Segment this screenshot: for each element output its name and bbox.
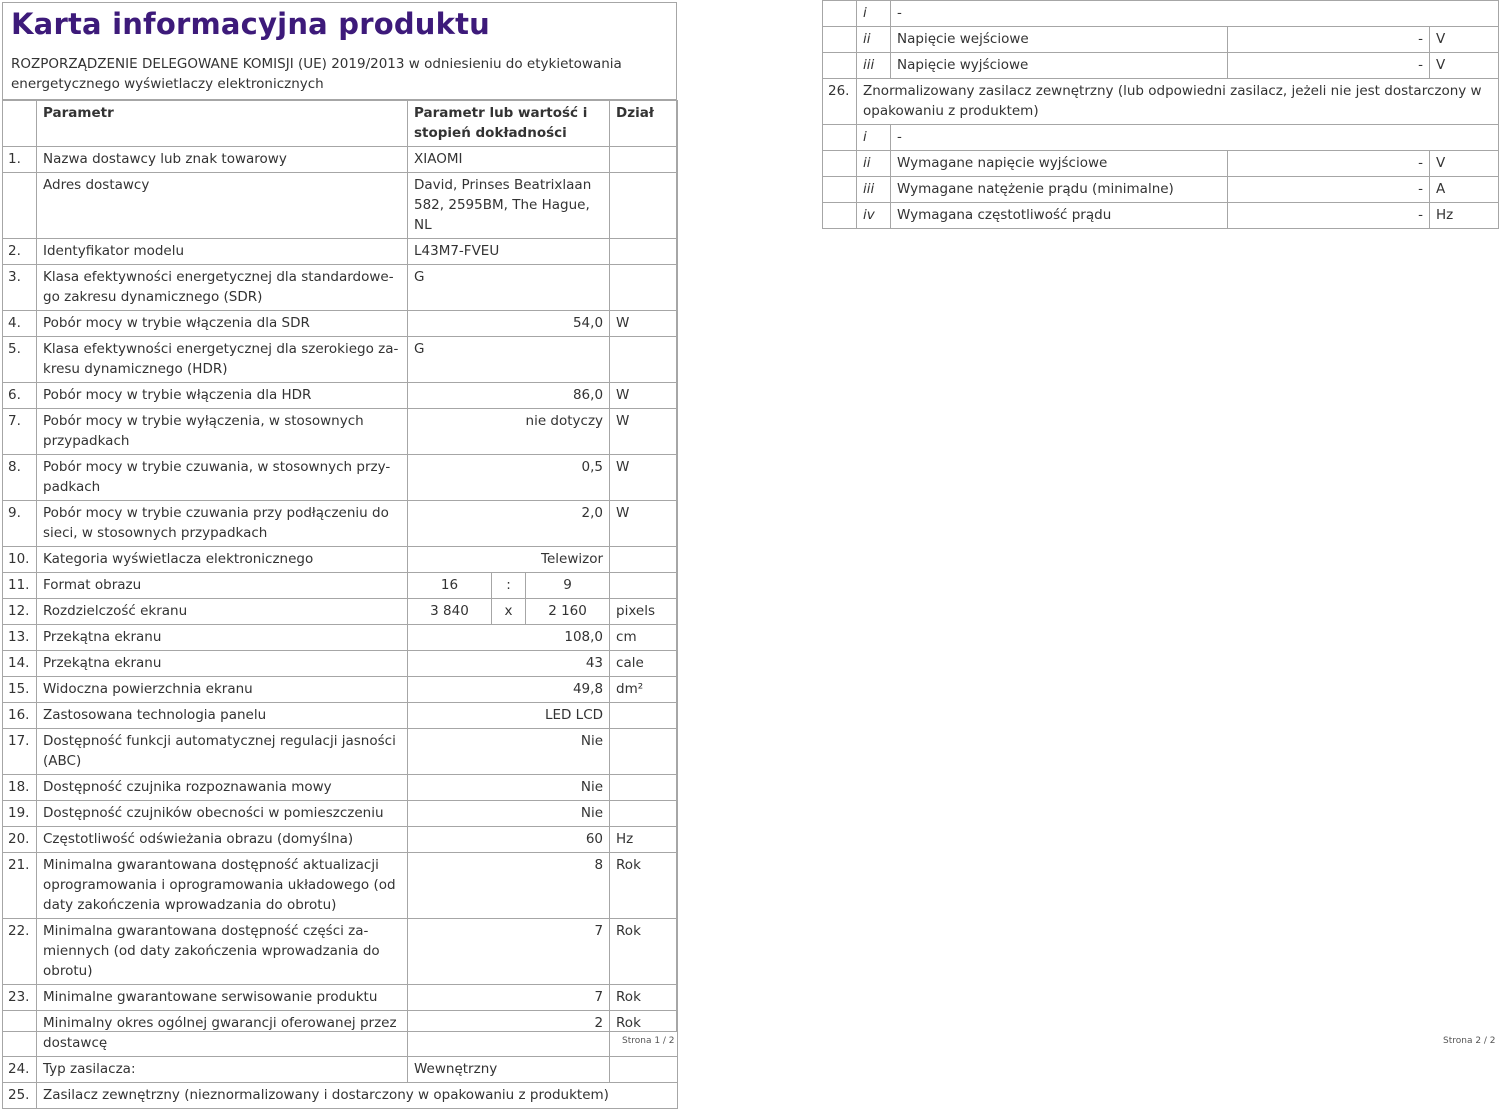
row-value: Nie [408, 729, 610, 775]
row-number: 16. [3, 703, 37, 729]
sub-unit: Hz [1430, 203, 1499, 229]
row-number [3, 173, 37, 239]
row-number: 17. [3, 729, 37, 775]
row-number: 1. [3, 147, 37, 173]
row-unit [610, 775, 678, 801]
row-label: Zastosowana technologia panelu [37, 703, 408, 729]
row-label: Identyfikator modelu [37, 239, 408, 265]
regulation-subtitle: ROZPORZĄDZENIE DELEGOWANE KOMISJI (UE) 2019/2013 w odniesieniu do etykietowania energetycznego wyświetlaczy elektronicznych [11, 56, 622, 92]
row-number: 7. [3, 409, 37, 455]
row-value: 54,0 [408, 311, 610, 337]
header-section: Dział [610, 101, 678, 147]
row-number: 9. [3, 501, 37, 547]
row-unit: Rok [610, 1011, 678, 1057]
resolution-width: 3 840 [408, 599, 492, 625]
sub-unit: A [1430, 177, 1499, 203]
row-value: 7 [408, 919, 610, 985]
row-unit: W [610, 409, 678, 455]
row-label: Minimalna gwarantowana dostępność części za-miennych (od daty zakończenia wprowadzania do obrotu) [37, 919, 408, 985]
row-number: 13. [3, 625, 37, 651]
row-label: Pobór mocy w trybie włączenia dla HDR [37, 383, 408, 409]
sub-label: Wymagana częstotliwość prądu [891, 203, 1228, 229]
sub-label: Napięcie wyjściowe [891, 53, 1228, 79]
row-value: G [408, 337, 610, 383]
table-header-row [3, 101, 678, 147]
table-row [3, 173, 678, 239]
aspect-separator: : [492, 573, 526, 599]
row-label: Dostępność czujników obecności w pomieszczeniu [37, 801, 408, 827]
row-number: 5. [3, 337, 37, 383]
row-unit: pixels [610, 599, 678, 625]
row-label: Typ zasilacza: [37, 1057, 408, 1083]
row-value: 7 [408, 985, 610, 1011]
row-value: 49,8 [408, 677, 610, 703]
document-header [3, 3, 676, 100]
row-number [823, 125, 857, 151]
row-label: Nazwa dostawcy lub znak towarowy [37, 147, 408, 173]
table-row [3, 265, 678, 311]
row-number: 22. [3, 919, 37, 985]
row-value: 8 [408, 853, 610, 919]
sub-index: i [857, 1, 891, 27]
row-label: Pobór mocy w trybie czuwania, w stosownych przy-padkach [37, 455, 408, 501]
row-value: Nie [408, 801, 610, 827]
page-title: Karta informacyjna produktu [11, 7, 491, 41]
row-number [823, 1, 857, 27]
table-row [3, 919, 678, 985]
table-row [3, 409, 678, 455]
row-number: 3. [3, 265, 37, 311]
table-row [3, 383, 678, 409]
sub-unit: V [1430, 27, 1499, 53]
row-value: 86,0 [408, 383, 610, 409]
row-unit: W [610, 455, 678, 501]
row-label: Pobór mocy w trybie wyłączenia, w stosownych przypadkach [37, 409, 408, 455]
row-number: 8. [3, 455, 37, 501]
row-value: G [408, 265, 610, 311]
table-row [3, 853, 678, 919]
table-row [3, 501, 678, 547]
table-row [3, 729, 678, 775]
sub-index: ii [857, 27, 891, 53]
row-number: 15. [3, 677, 37, 703]
row-label: Dostępność czujnika rozpoznawania mowy [37, 775, 408, 801]
row-label: Dostępność funkcji automatycznej regulacji jasności (ABC) [37, 729, 408, 775]
row-unit: W [610, 311, 678, 337]
row-number: 20. [3, 827, 37, 853]
table-row [3, 651, 678, 677]
aspect-width: 16 [408, 573, 492, 599]
table-row [3, 1011, 678, 1057]
sub-label: - [891, 1, 1499, 27]
product-info-table [2, 100, 678, 1109]
row-unit [610, 173, 678, 239]
sub-label: Wymagane napięcie wyjściowe [891, 151, 1228, 177]
header-num-cell [3, 101, 37, 147]
row-label: Minimalny okres ogólnej gwarancji oferowanej przez dostawcę [37, 1011, 408, 1057]
row-value: 108,0 [408, 625, 610, 651]
row-number: 11. [3, 573, 37, 599]
table-row [3, 147, 678, 173]
row-unit: Rok [610, 853, 678, 919]
table-row [823, 151, 1499, 177]
table-row [3, 547, 678, 573]
power-supply-table [822, 0, 1499, 229]
row-value: nie dotyczy [408, 409, 610, 455]
aspect-height: 9 [526, 573, 610, 599]
row-unit [610, 801, 678, 827]
sub-index: iii [857, 177, 891, 203]
row-unit: Hz [610, 827, 678, 853]
row-number [823, 203, 857, 229]
row-label: Klasa efektywności energetycznej dla szerokiego za-kresu dynamicznego (HDR) [37, 337, 408, 383]
table-row [3, 703, 678, 729]
row-label: Przekątna ekranu [37, 625, 408, 651]
row-label: Widoczna powierzchnia ekranu [37, 677, 408, 703]
table-row [3, 985, 678, 1011]
sub-label: Wymagane natężenie prądu (minimalne) [891, 177, 1228, 203]
table-row [3, 239, 678, 265]
row-label: Pobór mocy w trybie czuwania przy podłączeniu do sieci, w stosownych przypadkach [37, 501, 408, 547]
sub-value: - [1228, 203, 1430, 229]
row-number: 25. [3, 1083, 37, 1109]
row-value: David, Prinses Beatrixlaan 582, 2595BM, The Hague, NL [408, 173, 610, 239]
row-value: 2 [408, 1011, 610, 1057]
row-number [823, 27, 857, 53]
row-unit: W [610, 383, 678, 409]
table-row [823, 1, 1499, 27]
row-unit: cale [610, 651, 678, 677]
row-value: Telewizor [408, 547, 610, 573]
row-value: 0,5 [408, 455, 610, 501]
row-label: Klasa efektywności energetycznej dla standardowe-go zakresu dynamicznego (SDR) [37, 265, 408, 311]
row-number: 21. [3, 853, 37, 919]
row-number: 10. [3, 547, 37, 573]
row-value: XIAOMI [408, 147, 610, 173]
row-unit: dm² [610, 677, 678, 703]
table-row [823, 27, 1499, 53]
row-number [823, 151, 857, 177]
header-value: Parametr lub wartość i stopień dokładności [408, 101, 610, 147]
row-label: Częstotliwość odświeżania obrazu (domyślna) [37, 827, 408, 853]
row-unit: W [610, 501, 678, 547]
row-number: 12. [3, 599, 37, 625]
sub-label: - [891, 125, 1499, 151]
row-label: Adres dostawcy [37, 173, 408, 239]
sub-index: ii [857, 151, 891, 177]
table-row [3, 455, 678, 501]
row-unit: cm [610, 625, 678, 651]
row-value: 60 [408, 827, 610, 853]
sub-value: - [1228, 27, 1430, 53]
row-number: 23. [3, 985, 37, 1011]
sub-value: - [1228, 151, 1430, 177]
page-number: Strona 2 / 2 [1443, 1036, 1496, 1046]
row-number: 2. [3, 239, 37, 265]
row-number: 24. [3, 1057, 37, 1083]
row-label: Zasilacz zewnętrzny (nieznormalizowany i dostarczony w opakowaniu z produktem) [37, 1083, 678, 1109]
sub-index: iv [857, 203, 891, 229]
sub-unit: V [1430, 151, 1499, 177]
row-unit: Rok [610, 919, 678, 985]
row-number [3, 1011, 37, 1057]
row-label: Minimalna gwarantowana dostępność aktualizacji oprogramowania i oprogramowania układowego (od daty zakończenia wprowadzania do obrotu) [37, 853, 408, 919]
row-number: 6. [3, 383, 37, 409]
table-row [823, 203, 1499, 229]
page-2 [822, 0, 1498, 229]
row-label: Format obrazu [37, 573, 408, 599]
row-number [823, 53, 857, 79]
row-number [823, 177, 857, 203]
sub-index: i [857, 125, 891, 151]
row-label: Minimalne gwarantowane serwisowanie produktu [37, 985, 408, 1011]
row-number: 26. [823, 79, 857, 125]
table-row [823, 79, 1499, 125]
row-unit [610, 547, 678, 573]
row-value: 43 [408, 651, 610, 677]
table-row [3, 337, 678, 383]
row-value: Nie [408, 775, 610, 801]
row-value: LED LCD [408, 703, 610, 729]
row-number: 4. [3, 311, 37, 337]
resolution-height: 2 160 [526, 599, 610, 625]
resolution-separator: x [492, 599, 526, 625]
table-row [3, 801, 678, 827]
table-row [3, 625, 678, 651]
sub-value: - [1228, 53, 1430, 79]
table-row [3, 599, 678, 625]
row-unit [610, 703, 678, 729]
sub-index: iii [857, 53, 891, 79]
row-label: Rozdzielczość ekranu [37, 599, 408, 625]
row-label: Przekątna ekranu [37, 651, 408, 677]
table-row [3, 1057, 678, 1083]
row-unit [610, 1057, 678, 1083]
table-row [3, 311, 678, 337]
row-label: Pobór mocy w trybie włączenia dla SDR [37, 311, 408, 337]
sub-unit: V [1430, 53, 1499, 79]
table-row [823, 177, 1499, 203]
row-unit [610, 239, 678, 265]
row-value: L43M7-FVEU [408, 239, 610, 265]
row-unit [610, 337, 678, 383]
table-row [3, 677, 678, 703]
row-unit: Rok [610, 985, 678, 1011]
row-number: 18. [3, 775, 37, 801]
table-row [3, 775, 678, 801]
page-number: Strona 1 / 2 [622, 1036, 675, 1046]
row-value: Wewnętrzny [408, 1057, 610, 1083]
sub-value: - [1228, 177, 1430, 203]
table-row [823, 125, 1499, 151]
row-value: 2,0 [408, 501, 610, 547]
table-row [823, 53, 1499, 79]
row-unit [610, 573, 678, 599]
row-number: 19. [3, 801, 37, 827]
row-unit [610, 729, 678, 775]
row-label: Znormalizowany zasilacz zewnętrzny (lub odpowiedni zasilacz, jeżeli nie jest dostarczony w opakowaniu z produktem) [857, 79, 1499, 125]
row-unit [610, 265, 678, 311]
table-row [3, 1083, 678, 1109]
table-row [3, 573, 678, 599]
row-number: 14. [3, 651, 37, 677]
sub-label: Napięcie wejściowe [891, 27, 1228, 53]
table-row [3, 827, 678, 853]
header-param: Parametr [37, 101, 408, 147]
row-unit [610, 147, 678, 173]
row-label: Kategoria wyświetlacza elektronicznego [37, 547, 408, 573]
